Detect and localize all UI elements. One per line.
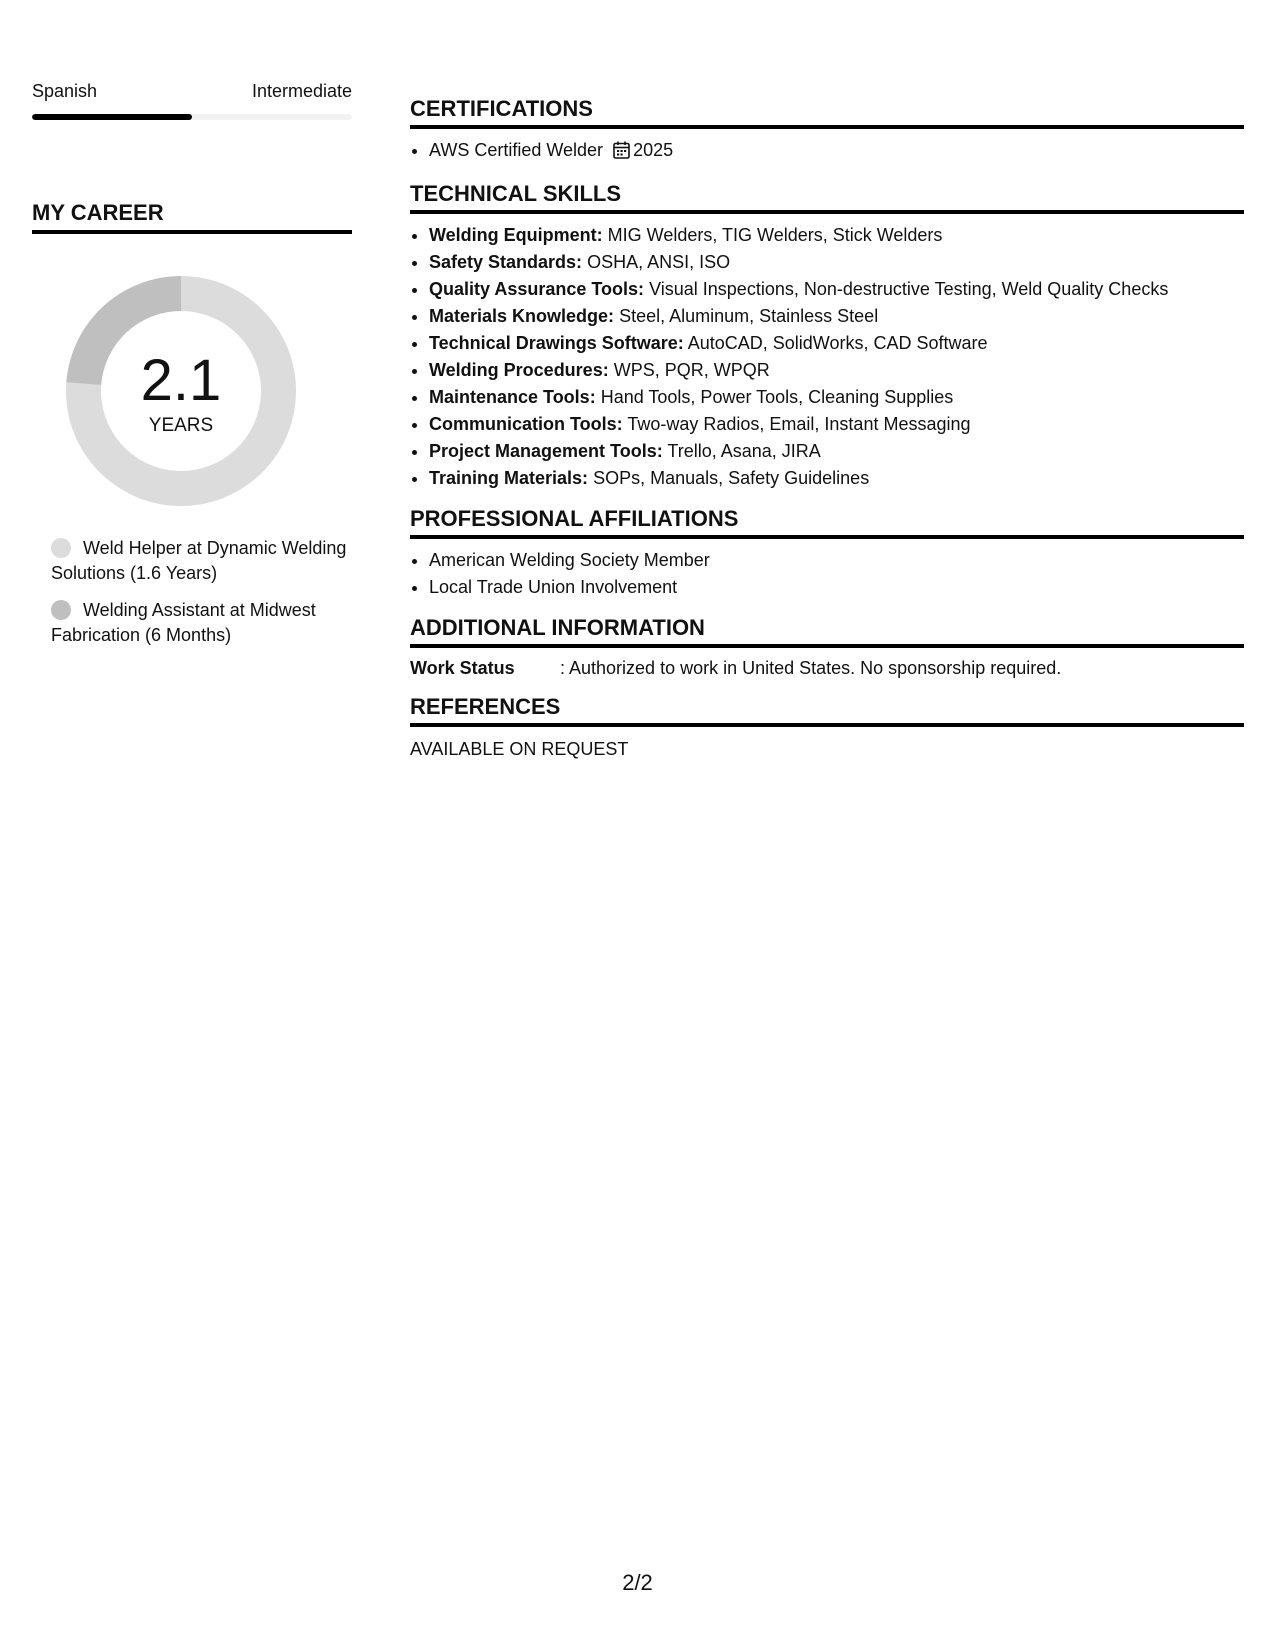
list-item	[429, 137, 1244, 167]
career-total-value: 2.1	[140, 348, 222, 413]
section-title: REFERENCES	[410, 694, 1244, 727]
skill-value: Trello, Asana, JIRA	[667, 441, 821, 461]
skill-value: Visual Inspections, Non-destructive Testing, Weld Quality Checks	[649, 279, 1169, 299]
list-item	[429, 330, 1244, 357]
donut-center	[66, 276, 296, 506]
skill-label: Welding Procedures:	[429, 360, 609, 380]
list-item: • Local Trade Union Involvement	[429, 574, 1244, 601]
skill-label: Communication Tools:	[429, 414, 623, 434]
list-item	[429, 276, 1244, 303]
sidebar	[32, 80, 352, 660]
skill-value: AutoCAD, SolidWorks, CAD Software	[687, 333, 988, 353]
language-progress-bar	[32, 114, 352, 120]
skill-label: Safety Standards:	[429, 252, 583, 272]
references-text: AVAILABLE ON REQUEST	[410, 739, 629, 759]
list-item	[429, 249, 1244, 276]
language-progress-fill	[32, 114, 192, 120]
list-item	[429, 384, 1244, 411]
list-item	[429, 222, 1244, 249]
skill-value: Hand Tools, Power Tools, Cleaning Supplies	[600, 387, 954, 407]
section-title: ADDITIONAL INFORMATION	[410, 615, 1244, 648]
language-row	[32, 80, 352, 102]
references-section	[410, 694, 1244, 761]
skill-value: SOPs, Manuals, Safety Guidelines	[593, 468, 870, 488]
section-title: CERTIFICATIONS	[410, 96, 1244, 129]
career-total-unit: YEARS	[148, 415, 214, 436]
career-item	[51, 598, 352, 648]
affiliations-section	[410, 506, 1244, 601]
list-item	[429, 411, 1244, 438]
language-level: Intermediate	[251, 81, 352, 101]
skill-value: Steel, Aluminum, Stainless Steel	[619, 306, 879, 326]
section-title: TECHNICAL SKILLS	[410, 181, 1244, 214]
skill-label: Maintenance Tools:	[429, 387, 596, 407]
skill-label: Training Materials:	[429, 468, 589, 488]
work-status-value: : Authorized to work in United States. No sponsorship required.	[560, 658, 1062, 678]
skills-list	[410, 222, 1244, 492]
skill-label: Materials Knowledge:	[429, 306, 615, 326]
skill-value: Two-way Radios, Email, Instant Messaging	[627, 414, 971, 434]
main-content	[410, 96, 1244, 775]
skill-label: Technical Drawings Software:	[429, 333, 684, 353]
skill-value: WPS, PQR, WPQR	[613, 360, 770, 380]
certifications-list	[410, 137, 1244, 167]
list-item	[429, 465, 1244, 492]
list-item	[429, 303, 1244, 330]
career-heading: MY CAREER	[32, 200, 352, 234]
list-item	[429, 357, 1244, 384]
language-name: Spanish	[32, 81, 98, 101]
affiliations-list	[410, 547, 1244, 601]
career-legend	[32, 536, 352, 648]
skill-value: MIG Welders, TIG Welders, Stick Welders	[607, 225, 943, 245]
list-item	[429, 438, 1244, 465]
skill-label: Project Management Tools:	[429, 441, 663, 461]
work-status-label: Work Status	[410, 658, 515, 678]
certification-year: 2025	[633, 140, 674, 160]
list-item: • American Welding Society Member	[429, 547, 1244, 574]
skill-value: OSHA, ANSI, ISO	[587, 252, 731, 272]
legend-dot-icon	[51, 538, 71, 558]
technical-skills-section	[410, 181, 1244, 492]
certifications-section	[410, 96, 1244, 167]
career-item-label: Welding Assistant at Midwest Fabrication (6 Months)	[51, 600, 316, 645]
calendar-icon	[613, 140, 630, 167]
career-item-label: Weld Helper at Dynamic Welding Solutions (1.6 Years)	[51, 538, 347, 583]
career-donut-chart	[66, 276, 296, 506]
page-number: 2/2	[622, 1570, 653, 1595]
legend-dot-icon	[51, 600, 71, 620]
skill-label: Welding Equipment:	[429, 225, 603, 245]
certification-name: AWS Certified Welder	[429, 140, 604, 160]
career-item	[51, 536, 352, 586]
work-status-row	[410, 656, 1244, 680]
skill-label: Quality Assurance Tools:	[429, 279, 645, 299]
additional-info-section	[410, 615, 1244, 680]
section-title: PROFESSIONAL AFFILIATIONS	[410, 506, 1244, 539]
